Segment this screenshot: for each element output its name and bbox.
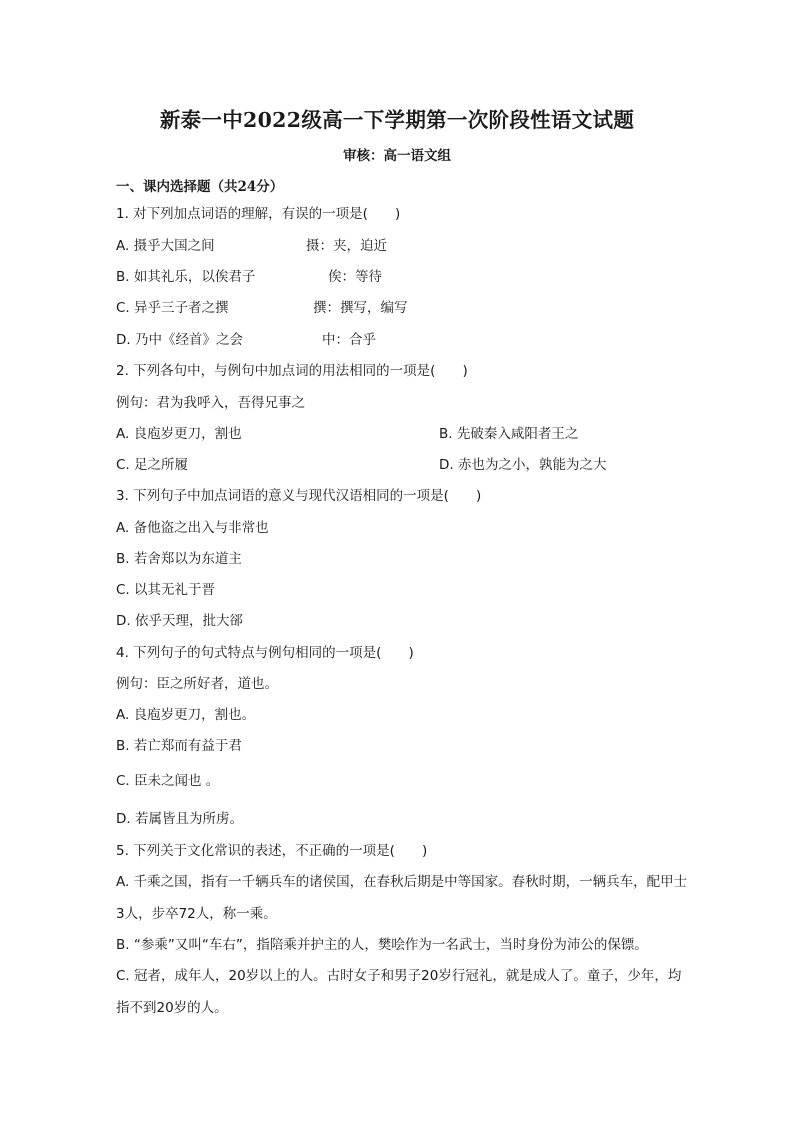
q1-option-d-text: D. 乃中《经首》之会 <box>116 332 243 348</box>
section-heading: 一、课内选择题（共24分） <box>116 179 284 195</box>
q4-option-b: B. 若亡郑而有益于君 <box>116 738 242 754</box>
q2-stem: 2. 下列各句中，与例句中加点词的用法相同的一项是( ) <box>116 363 468 379</box>
q4-stem: 4. 下列句子的句式特点与例句相同的一项是( ) <box>116 645 414 661</box>
q5-option-c-line1: C. 冠者，成年人，20岁以上的人。古时女子和男子20岁行冠礼，就是成人了。童子，少年，均 <box>116 968 682 984</box>
q2-option-b: B. 先破秦入咸阳者王之 <box>439 426 579 442</box>
q5-option-c-line2: 指不到20岁的人。 <box>116 1000 228 1016</box>
q1-option-a-gloss: 摄：夹，迫近 <box>306 238 387 254</box>
q5-option-a-line1: A. 千乘之国，指有一千辆兵车的诸侯国，在春秋后期是中等国家。春秋时期，一辆兵车，配甲士 <box>116 874 688 890</box>
q4-option-a: A. 良庖岁更刀，割也。 <box>116 707 256 723</box>
q1-option-c-text: C. 异乎三子者之撰 <box>116 300 229 316</box>
q2-option-c: C. 足之所履 <box>116 457 189 473</box>
q2-example: 例句：君为我呼入，吾得兄事之 <box>116 395 305 411</box>
q3-option-c: C. 以其无礼于晋 <box>116 582 216 598</box>
q1-option-b-gloss: 俟：等待 <box>328 269 382 285</box>
page-title: 新泰一中2022级高一下学期第一次阶段性语文试题 <box>159 108 635 132</box>
q3-option-d: D. 依乎天理，批大郤 <box>116 613 243 629</box>
q5-stem: 5. 下列关于文化常识的表述，不正确的一项是( ) <box>116 843 428 859</box>
q3-option-a: A. 备他盗之出入与非常也 <box>116 520 269 536</box>
q1-stem: 1. 对下列加点词语的理解，有误的一项是( ) <box>116 206 401 222</box>
q1-option-d-gloss: 中：合乎 <box>322 332 376 348</box>
q3-stem: 3. 下列句子中加点词语的意义与现代汉语相同的一项是( ) <box>116 488 482 504</box>
q4-option-d: D. 若属皆且为所虏。 <box>116 811 243 827</box>
q2-option-d: D. 赤也为之小，孰能为之大 <box>439 457 607 473</box>
q1-option-a-text: A. 摄乎大国之间 <box>116 238 215 254</box>
q1-option-a <box>116 237 215 255</box>
q5-option-a-line2: 3人，步卒72人，称一乘。 <box>116 906 277 922</box>
q4-option-c: C. 臣未之闻也 。 <box>116 773 220 789</box>
reviewer-line: 审核：高一语文组 <box>343 148 451 164</box>
q3-option-b: B. 若舍郑以为东道主 <box>116 551 242 567</box>
q1-option-b-text: B. 如其礼乐，以俟君子 <box>116 269 256 285</box>
q5-option-b: B. “参乘”又叫“车右”，指陪乘并护主的人，樊哙作为一名武士，当时身份为沛公的保镖。 <box>116 937 648 953</box>
q4-example: 例句：臣之所好者，道也。 <box>116 676 278 692</box>
q2-option-a: A. 良庖岁更刀，割也 <box>116 426 242 442</box>
q1-option-c-gloss: 撰：撰写，编写 <box>313 300 408 316</box>
